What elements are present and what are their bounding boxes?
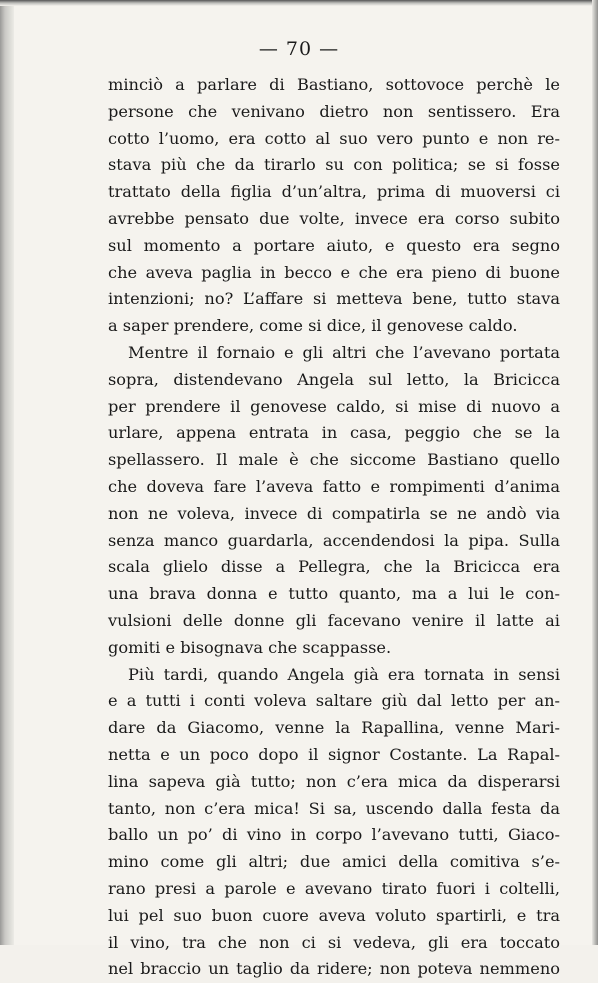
text-line: che aveva paglia in becco e che era pieno di buone [108, 262, 560, 282]
text-line: vulsioni delle donne gli facevano venire il latte ai [108, 610, 560, 630]
text-line: lui pel suo buon cuore aveva voluto spartirli, e tra [108, 905, 560, 925]
page-number: — 70 — [258, 38, 340, 60]
text-line: rano presi a parole e avevano tirato fuori i coltelli, [108, 878, 560, 898]
text-line: a saper prendere, come si dice, il genovese caldo. [108, 316, 518, 336]
text-line: netta e un poco dopo il signor Costante. La Rapal- [108, 744, 560, 764]
page-left-edge-shadow [0, 0, 14, 945]
text-line: persone che venivano dietro non sentissero. Era [108, 101, 560, 121]
text-line: lina sapeva già tutto; non c’era mica da disperarsi [108, 771, 560, 791]
text-line: avrebbe pensato due volte, invece era corso subito [108, 208, 560, 228]
text-line: gomiti e bisognava che scappasse. [108, 637, 392, 657]
text-line: senza manco guardarla, accendendosi la pipa. Sulla [108, 530, 560, 550]
text-line: sul momento a portare aiuto, e questo era segno [108, 235, 560, 255]
text-line: minciò a parlare di Bastiano, sottovoce perchè le [108, 75, 560, 94]
text-line: tanto, non c’era mica! Si sa, uscendo dalla festa da [108, 798, 560, 818]
text-line: dare da Giacomo, venne la Rapallina, venne Mari- [108, 718, 560, 738]
body-text [108, 72, 560, 983]
text-line: non ne voleva, invece di compatirla se ne andò via [108, 503, 560, 523]
text-line: e a tutti i conti voleva saltare giù dal letto per an- [108, 691, 560, 711]
text-line: stava più che da tirarlo su con politica; se si fosse [108, 155, 560, 175]
text-line: Più tardi, quando Angela già era tornata in sensi [128, 664, 560, 684]
text-line: mino come gli altri; due amici della comitiva s’e- [108, 852, 560, 872]
text-line: una brava donna e tutto quanto, ma a lui le con- [108, 584, 560, 604]
text-line: che doveva fare l’aveva fatto e rompimenti d’anima [108, 476, 560, 496]
text-line: intenzioni; no? L’affare si metteva bene, tutto stava [108, 289, 560, 309]
page-top-edge-shadow [0, 0, 598, 6]
text-line: Mentre il fornaio e gli altri che l’avevano portata [128, 342, 560, 362]
text-line: ballo un po’ di vino in corpo l’avevano tutti, Giaco- [108, 825, 560, 845]
text-line: nel braccio un taglio da ridere; non poteva nemmeno [108, 959, 560, 979]
page-right-edge-shadow [592, 0, 598, 945]
text-line: trattato della figlia d’un’altra, prima di muoversi ci [108, 182, 560, 202]
text-line: urlare, appena entrata in casa, peggio che se la [108, 423, 560, 443]
text-line: scala glielo disse a Pellegra, che la Bricicca era [108, 557, 560, 577]
text-line: per prendere il genovese caldo, si mise di nuovo a [108, 396, 560, 416]
text-line: il vino, tra che non ci si vedeva, gli era toccato [108, 932, 560, 952]
text-line: cotto l’uomo, era cotto al suo vero punto e non re- [108, 128, 560, 148]
text-line: sopra, distendevano Angela sul letto, la Bricicca [108, 369, 560, 389]
text-line: spellassero. Il male è che siccome Bastiano quello [108, 450, 560, 470]
